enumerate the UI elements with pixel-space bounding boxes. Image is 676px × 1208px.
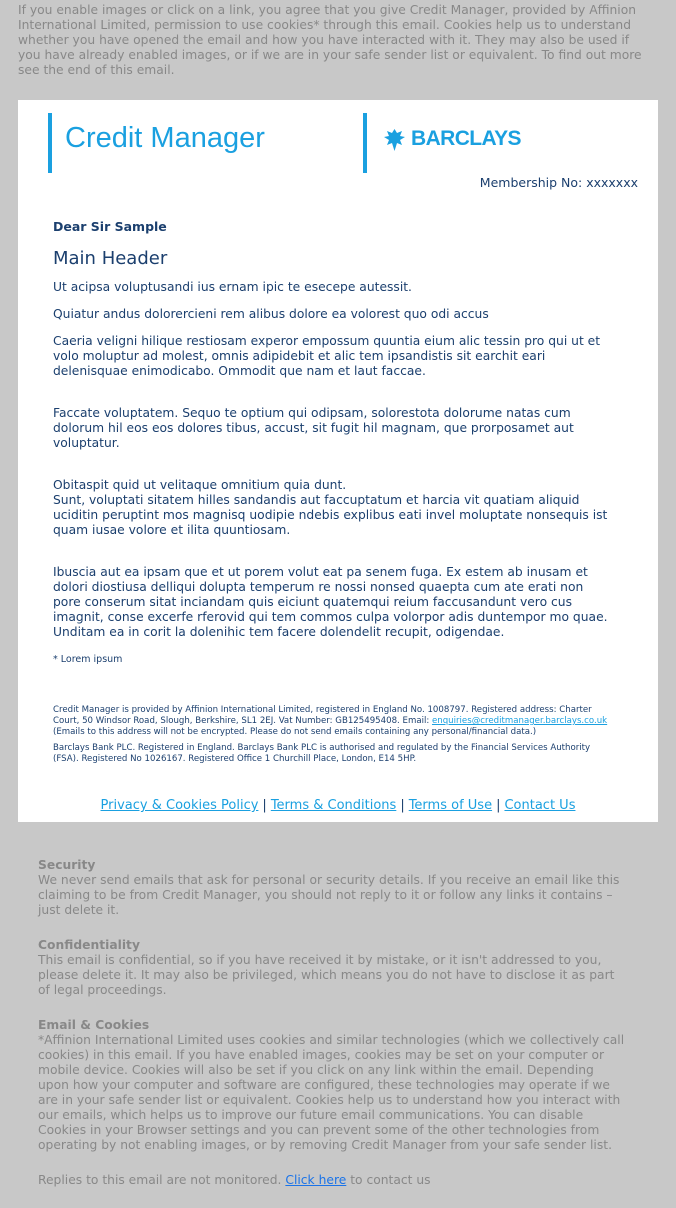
email-body [53, 219, 613, 765]
paragraph-5a: Obitaspit quid ut velitaque omnitium quia dunt. [53, 478, 347, 492]
confidentiality-section [38, 938, 628, 998]
credit-manager-brand [48, 113, 265, 173]
paragraph-3: Caeria veligni hilique restiosam experor empossum quuntia eium alic tessin pro qui ut et volo moluptur ad molest, omnis adipidebit et alic tem ipsandistis sit earchit eari delenisquae enimodicabo. Ommodit que nam et laut faccae. [53, 334, 601, 378]
legal-text-after: (Emails to this address will not be encrypted. Please do not send emails containing any personal/financial data.) [53, 727, 537, 737]
replies-note [38, 1173, 431, 1187]
barclays-wordmark: BARCLAYS [411, 127, 521, 150]
cookies-text: *Affinion International Limited uses cookies and similar technologies (which we collectively call cookies) in this email. If you have enabled images, cookies may be set on your computer or mobile device. Cookies will also be set if you click on any link within the email. Depending upon how your computer and software are configured, these technologies may operate if we are in your safe sender list or equivalent. Cookies help us to understand how you interact with our emails, which helps us to improve our future email communications. You can disable Cookies in your Browser settings and you can prevent some of the other technologies from operating by not enabling images, or by removing Credit Manager from your safe sender list. [38, 1033, 625, 1152]
replies-text-after: to contact us [346, 1173, 431, 1187]
link-separator: | [496, 798, 501, 813]
confidentiality-text: This email is confidential, so if you have received it by mistake, or it isn't addressed to you, please delete it. It may also be privileged, which means you do not have to disclose it as part of legal proceedings. [38, 953, 615, 997]
paragraph-5b: Sunt, voluptati sitatem hilles sandandis aut faccuptatum et harcia vit quatiam aliquid uciditin peruptint mos magnisq uodipie ndebis explibus eati invel moluptate nonsequis ist quam iusae volore et ilita quuntiosam. [53, 493, 608, 537]
contact-us-link[interactable]: Contact Us [504, 798, 576, 813]
terms-of-use-link[interactable]: Terms of Use [408, 798, 493, 813]
security-heading: Security [38, 858, 96, 872]
cookie-notice: If you enable images or click on a link, you agree that you give Credit Manager, provided by Affinion International Limited, permission to use cookies* through this email. Cookies help us to understand whether you have opened the email and how you have interacted with it. They may also be used if you have already enabled images, or if we are in your safe sender list or equivalent. To find out more see the end of this email. [18, 3, 642, 77]
legal-barclays: Barclays Bank PLC. Registered in England. Barclays Bank PLC is authorised and regulated by the Financial Services Authority (FSA). Registered No 1026167. Registered Office 1 Churchill Place, London, E14 5HP. [53, 743, 591, 764]
paragraph-6: Ibuscia aut ea ipsam que et ut porem volut eat pa senem fuga. Ex estem ab inusam et dolori diostiusa delliqui dolupta temperum re nossi nonsed quaepta cum ate erati non pore conserum sitat inciandam quis eiciunt quatemqui reium faccusandunt vero cus imagnit, conse excerfe rferovid qui tem commos culpa volorpor adis duntempor mo quae. Unditam ea in corit la dolenihic tem facere dolendelit recupit, odigendae. [53, 565, 608, 639]
brand-title: Credit Manager [65, 122, 265, 154]
paragraph-1: Ut acipsa voluptusandi ius ernam ipic te esecepe autessit. [53, 280, 412, 294]
security-text: We never send emails that ask for personal or security details. If you receive an email like this claiming to be from Credit Manager, you should not reply to it or follow any links it contains – just delete it. [38, 873, 620, 917]
terms-conditions-link[interactable]: Terms & Conditions [270, 798, 397, 813]
footer-links [18, 798, 658, 813]
cookies-section [38, 1018, 628, 1153]
paragraph-2: Quiatur andus dolorercieni rem alibus dolore ea volorest quo odi accus [53, 307, 489, 321]
membership-number: Membership No: xxxxxxx [479, 175, 638, 190]
replies-text-before: Replies to this email are not monitored. [38, 1173, 286, 1187]
footnote: * Lorem ipsum [53, 654, 123, 665]
privacy-cookies-link[interactable]: Privacy & Cookies Policy [100, 798, 259, 813]
link-separator: | [400, 798, 405, 813]
cookies-heading: Email & Cookies [38, 1018, 150, 1032]
click-here-link[interactable]: Click here [285, 1173, 347, 1187]
link-separator: | [262, 798, 267, 813]
email-card [18, 100, 658, 822]
enquiries-email-link[interactable]: enquiries@creditmanager.barclays.co.uk [431, 716, 608, 726]
main-header: Main Header [53, 248, 168, 269]
paragraph-4: Faccate voluptatem. Sequo te optium qui odipsam, solorestota dolorume natas cum dolorum hil eos eos dolores tibus, accust, sit fugit hil magnam, que prorposamet aut voluptatur. [53, 406, 574, 450]
legal-affinion [53, 705, 613, 738]
legal-text-before: Credit Manager is provided by Affinion International Limited, registered in England No. 1008797. Registered address: Charter Court, 50 Windsor Road, Slough, Berkshire, SL1 2EJ. Vat Number: GB125495408. Email: [53, 705, 592, 726]
security-section [38, 858, 628, 918]
confidentiality-heading: Confidentiality [38, 938, 140, 952]
barclays-eagle-icon [384, 129, 405, 151]
greeting: Dear Sir Sample [53, 219, 167, 234]
barclays-brand [363, 113, 521, 173]
